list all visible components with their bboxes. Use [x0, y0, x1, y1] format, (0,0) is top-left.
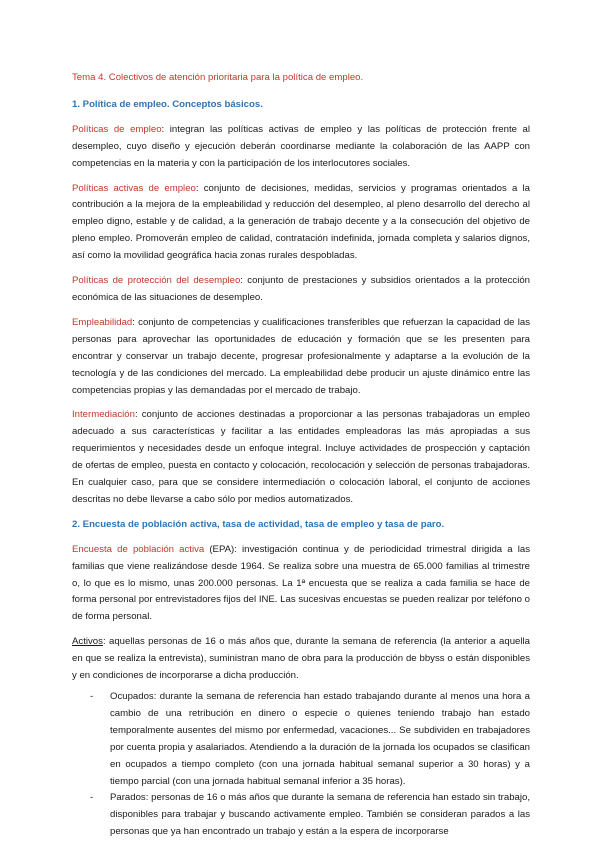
definition: : aquellas personas de 16 o más años que, durante la semana de referencia (la anterior a aquella en que se realiza la entrevista), suministran mano de obra para la producción de bbyss o están disponibles y en condiciones de incorporarse a dicha producción.	[72, 636, 530, 682]
definition: : conjunto de prestaciones y subsidios orientados a la protección económica de las situaciones de desempleo.	[72, 275, 531, 303]
paragraph-epa	[72, 542, 530, 627]
term: Políticas de empleo	[72, 123, 162, 135]
list-item-text: Ocupados: durante la semana de referencia han estado trabajando durante al menos una hora a cambio de una retribución en dinero o especie o quienes teniendo trabajo han estado temporalmente ausentes del mismo por enfermedad, vacaciones... Se subdividen en trabajadores por cuenta propia y asalariados. Atendiendo a la duración de la jornada los ocupados se clasifican en ocupados a tiempo completo (con una jornada habitual semanal superior a 30 horas) y a tiempo parcial (con una jornada habitual semanal inferior a 35 horas).	[110, 691, 530, 787]
paragraph-politicas-proteccion	[72, 273, 530, 307]
list-item-text: Parados: personas de 16 o más años que durante la semana de referencia han estado sin trabajo, disponibles para trabajar y buscando activamente empleo. También se consideran parados a las personas que ya han encontrado un trabajo y están a la espera de incorporarse	[110, 792, 530, 838]
term: Encuesta de población activa	[72, 543, 205, 555]
list-item-ocupados	[72, 689, 530, 790]
list-dash: -	[90, 792, 94, 804]
list-item-parados	[72, 790, 530, 841]
paragraph-empleabilidad	[72, 315, 530, 400]
term: Intermediación	[72, 409, 135, 421]
definition: : integran las políticas activas de empleo y las políticas de protección frente al desempleo, cuyo diseño y ejecución deberán coordinarse mediante la colaboración de las AAPP con competencias en la materia y con la participación de los interlocutores sociales.	[72, 123, 530, 169]
section-1-heading: 1. Política de empleo. Conceptos básicos.	[72, 98, 263, 110]
definition: (EPA): investigación continua y de periodicidad trimestral dirigida a las familias que viene realizándose desde 1964. Se realiza sobre una muestra de 65.000 familias al trimestre o, lo que es lo mismo, unas 200.000 personas. La 1ª encuesta que se realiza a cada familia se hace de forma personal por entrevistadores fijos del INE. Las sucesivas encuestas se pueden realizar por teléfono o de forma personal.	[72, 543, 531, 623]
definition: : conjunto de decisiones, medidas, servicios y programas orientados a la contribución a la mejora de la empleabilidad y reducción del desempleo, al pleno desarrollo del derecho al empleo digno, estable y de calidad, a la generación de trabajo decente y a la consecución del objetivo de pleno empleo. Promoverán empleo de calidad, contratación indefinida, jornada completa y salarios dignos, así como la movilidad geográfica hacia zonas rurales despobladas.	[72, 182, 531, 262]
list-dash: -	[90, 691, 94, 702]
section-2-heading: 2. Encuesta de población activa, tasa de actividad, tasa de empleo y tasa de paro.	[72, 518, 445, 530]
paragraph-politicas-de-empleo	[72, 122, 530, 173]
definition: : conjunto de competencias y cualificaciones transferibles que refuerzan la capacidad de las personas para aprovechar las oportunidades de educación y formación que se les presenten para encontrar y conservar un trabajo decente, progresar profesionalmente y adaptarse a la evolución de la tecnología y de las condiciones del mercado. La empleabilidad debe producir un ajuste dinámico entre las competencias propias y las demandadas por el mercado de trabajo.	[72, 316, 530, 396]
term: Políticas activas de empleo	[72, 182, 196, 194]
activos-list	[72, 689, 530, 841]
definition: : conjunto de acciones destinadas a proporcionar a las personas trabajadoras un empleo adecuado a sus características y facilitar a las entidades empleadoras las más apropiadas a sus requerimientos y necesidades desde un enfoque integral. Incluye actividades de prospección y captación de ofertas de empleo, puesta en contacto y colocación, recolocación y selección de personas trabajadoras. En cualquier caso, para que se considere intermediación o colocación laboral, el conjunto de acciones descritas no debe llevarse a cabo sólo por medios automatizados.	[72, 409, 530, 505]
term: Políticas de protección del desempleo	[72, 275, 241, 287]
paragraph-politicas-activas	[72, 181, 530, 266]
term: Empleabilidad	[72, 316, 133, 328]
paragraph-activos	[72, 634, 530, 685]
paragraph-intermediacion	[72, 407, 530, 508]
term: Activos	[72, 636, 103, 648]
document-title: Tema 4. Colectivos de atención prioritaria para la política de empleo.	[72, 72, 364, 83]
